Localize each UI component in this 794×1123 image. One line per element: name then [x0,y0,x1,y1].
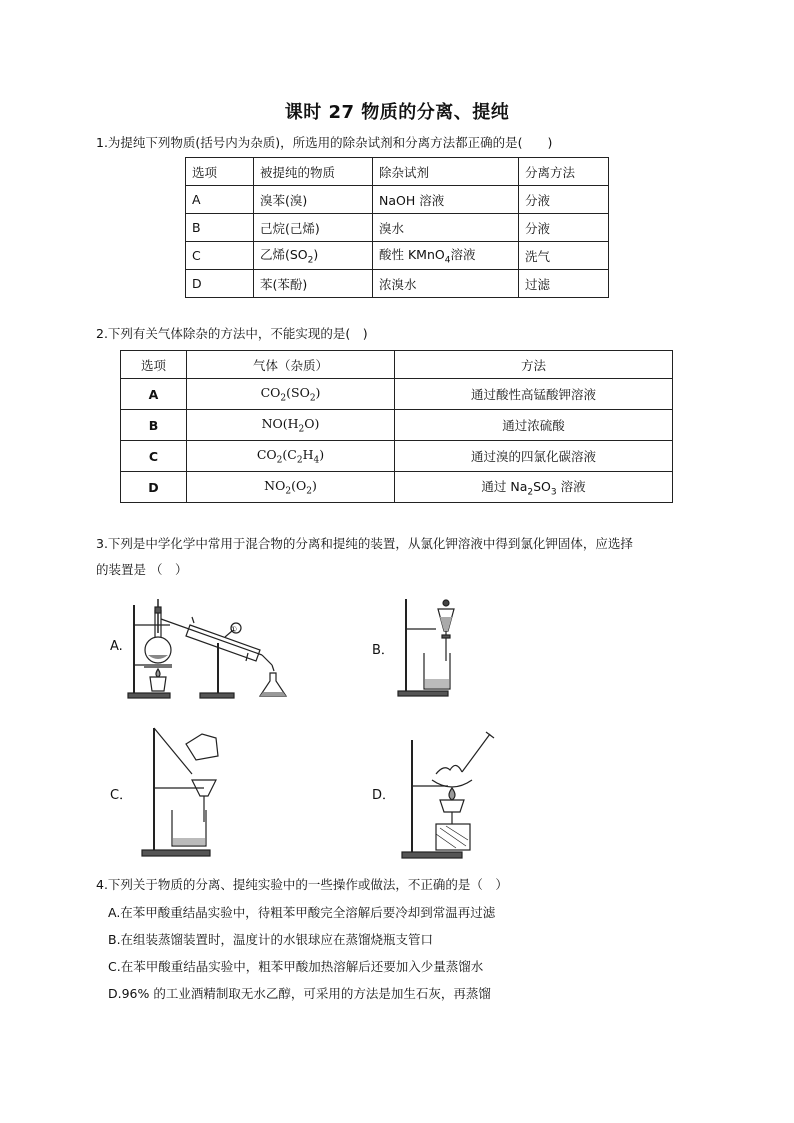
option-a-text: A.在苯甲酸重结晶实验中，待粗苯甲酸完全溶解后要冷却到常温再过滤 [108,905,496,920]
header-cell: 被提纯的物质 [254,158,373,186]
question-3-stem-line-2: 的装置是 （ ） [96,562,188,577]
option-d-label: D． [372,788,396,803]
question-4-stem: 4.下列关于物质的分离、提纯实验中的一些操作或做法，不正确的是（ ） [96,877,508,892]
method-cell: 洗气 [519,242,609,270]
separatory-funnel-diagram [396,595,476,700]
option-cell: D [121,472,187,503]
question-2-stem: 2.下列有关气体除杂的方法中，不能实现的是( ) [96,326,368,341]
table-row [121,472,673,503]
method-cell: 分液 [519,186,609,214]
reagent-cell: 浓溴水 [373,270,519,298]
reagent-cell: NaOH 溶液 [373,186,519,214]
option-c-label: C． [110,788,133,803]
substance-cell: 溴苯(溴) [254,186,373,214]
table-row [121,410,673,441]
distillation-apparatus-diagram [120,595,320,705]
method-cell: 通过 $Na_2SO_3$ 溶液 [395,472,673,503]
header-cell: 方法 [395,351,673,379]
option-cell: C [121,441,187,472]
method-cell: 通过浓硫酸 [395,410,673,441]
method-cell: 过滤 [519,270,609,298]
option-c-text: C.在苯甲酸重结晶实验中，粗苯甲酸加热溶解后还要加入少量蒸馏水 [108,959,484,974]
table-row [186,270,609,298]
option-a-label: A. [110,639,123,654]
option-cell: B [121,410,187,441]
substance-cell: 己烷(己烯) [254,214,373,242]
option-cell: D [186,270,254,298]
option-b-text: B.在组装蒸馏装置时，温度计的水银球应在蒸馏烧瓶支管口 [108,932,434,947]
question-3-stem-line-1: 3.下列是中学化学中常用于混合物的分离和提纯的装置，从氯化钾溶液中得到氯化钾固体，应选择 [96,536,633,551]
option-d-text: D.96% 的工业酒精制取无水乙醇，可采用的方法是加生石灰，再蒸馏 [108,986,491,1001]
method-cell: 通过酸性高锰酸钾溶液 [395,379,673,410]
table-row [121,441,673,472]
option-cell: A [121,379,187,410]
option-cell: B [186,214,254,242]
table-row [121,379,673,410]
gas-cell: $NO_2(O_2)$ [187,472,395,503]
table-row [186,186,609,214]
table-row [186,214,609,242]
option-cell: C [186,242,254,270]
option-b-label: B． [372,643,394,658]
question-1-table [185,157,609,298]
header-cell: 气体（杂质） [187,351,395,379]
option-cell: A [186,186,254,214]
question-1-stem: 1.为提纯下列物质(括号内为杂质)，所选用的除杂试剂和分离方法都正确的是( ) [96,135,553,150]
header-cell: 除杂试剂 [373,158,519,186]
filtration-apparatus-diagram [140,720,240,860]
gas-cell: $NO(H_2O)$ [187,410,395,441]
header-cell: 分离方法 [519,158,609,186]
reagent-cell: 溴水 [373,214,519,242]
substance-cell: 乙烯$(SO_2)$ [254,242,373,270]
substance-cell: 苯(苯酚) [254,270,373,298]
header-cell: 选项 [121,351,187,379]
table-header-row [121,351,673,379]
table-header-row [186,158,609,186]
evaporation-apparatus-diagram [400,730,520,860]
header-cell: 选项 [186,158,254,186]
marker-label: ① [230,625,238,634]
gas-cell: $CO_2(SO_2)$ [187,379,395,410]
gas-cell: $CO_2(C_2H_4)$ [187,441,395,472]
table-row [186,242,609,270]
reagent-cell: 酸性 KMnO$_4$溶液 [373,242,519,270]
method-cell: 分液 [519,214,609,242]
page-title: 课时 27 物质的分离、提纯 [284,102,510,123]
method-cell: 通过溴的四氯化碳溶液 [395,441,673,472]
question-2-table [120,350,673,503]
